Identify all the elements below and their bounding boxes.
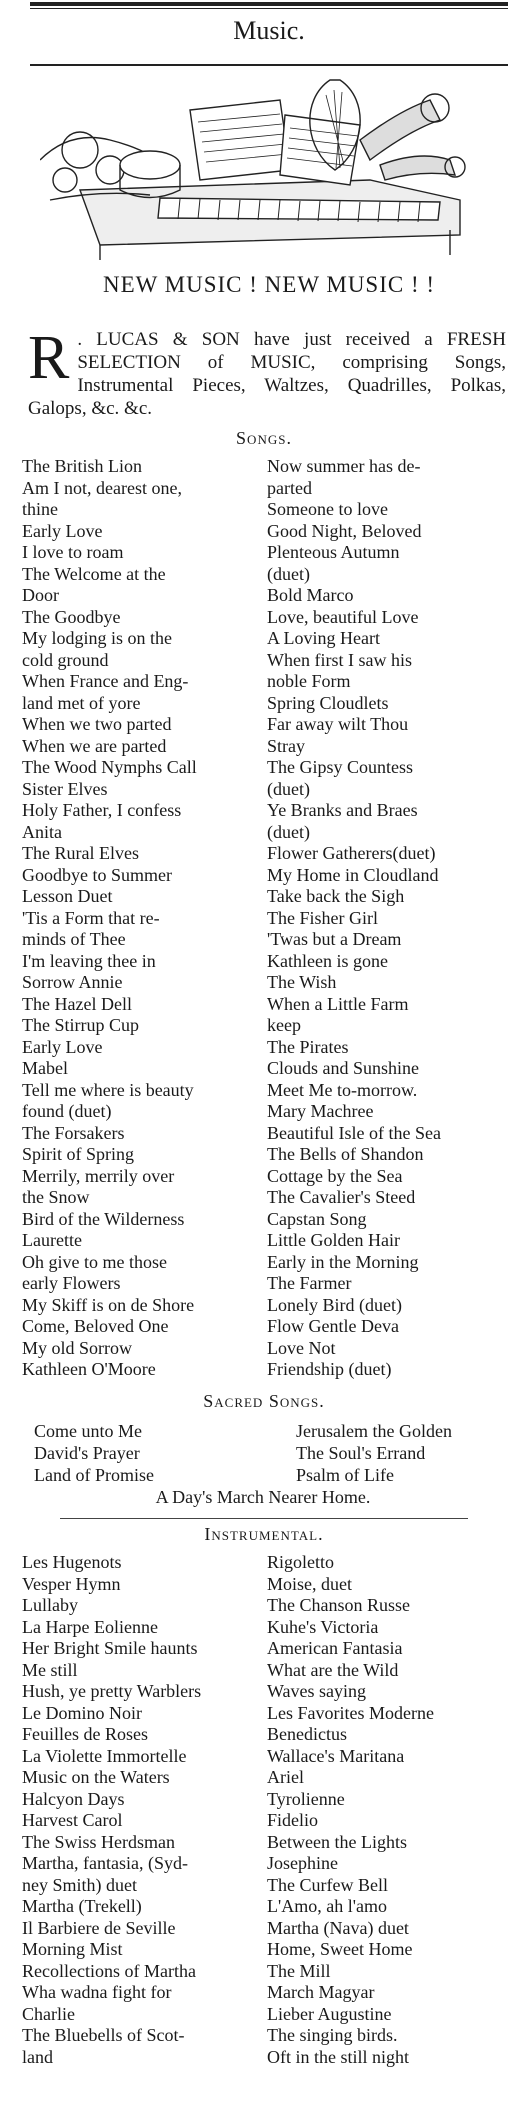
songs-item: Spirit of Spring xyxy=(22,1144,135,1164)
intro-text: . LUCAS & SON have just received a FRESH SELECTION of MUSIC, comprising Songs, Instrumental Pieces, Waltzes, Quadrilles, Polkas, Galops, &c. &c. xyxy=(28,329,506,419)
songs-item: 'Twas but a Dream xyxy=(267,929,402,949)
sacred-item: Psalm of Life xyxy=(296,1465,394,1485)
songs-item: minds of Thee xyxy=(22,929,126,949)
songs-item: Mabel xyxy=(22,1058,68,1078)
instrumental-item: Between the Lights xyxy=(267,1831,407,1852)
songs-item: Beautiful Isle of the Sea xyxy=(267,1122,441,1143)
instrumental-item: American Fantasia xyxy=(267,1638,403,1658)
songs-item: Early Love xyxy=(22,520,103,541)
songs-item: The Cavalier's Steed xyxy=(267,1187,416,1207)
instrumental-item: Vesper Hymn xyxy=(22,1573,121,1594)
instrumental-item: Les Hugenots xyxy=(22,1552,122,1572)
sacred-row xyxy=(20,1464,506,1486)
instrumental-item: Il Barbiere de Seville xyxy=(22,1917,176,1938)
sacred-item: A Day's March Nearer Home. xyxy=(155,1487,371,1507)
section-title: Music. xyxy=(233,16,305,45)
sacred-item: Jerusalem the Golden xyxy=(296,1421,452,1441)
songs-item: My old Sorrow xyxy=(22,1337,133,1358)
instrumental-item: Martha (Nava) duet xyxy=(267,1917,409,1938)
songs-item: Holy Father, I confess xyxy=(22,800,182,820)
songs-item: Early in the Morning xyxy=(267,1251,419,1272)
songs-item: Little Golden Hair xyxy=(267,1230,400,1250)
songs-item: Far away wilt Thou xyxy=(267,714,409,734)
instrumental-item: ney Smith) duet xyxy=(22,1874,137,1895)
songs-heading: Songs. xyxy=(236,428,292,448)
instrumental-item: Wallace's Maritana xyxy=(267,1745,405,1766)
songs-item: I love to roam xyxy=(22,542,124,562)
songs-item: Clouds and Sunshine xyxy=(267,1058,420,1078)
songs-item: When we two parted xyxy=(22,714,172,734)
songs-item: the Snow xyxy=(22,1187,90,1207)
songs-item: The Rural Elves xyxy=(22,843,139,863)
headline: NEW MUSIC ! NEW MUSIC ! ! xyxy=(102,272,436,297)
sacred-heading: Sacred Songs. xyxy=(203,1391,325,1411)
music-instruments-illustration xyxy=(40,70,480,266)
instrumental-item: Lieber Augustine xyxy=(267,2003,392,2024)
instrumental-item: Wha wadna fight for xyxy=(22,1982,172,2002)
songs-item: The Hazel Dell xyxy=(22,993,132,1014)
songs-item: When we are parted xyxy=(22,735,167,756)
songs-item: (duet) xyxy=(267,563,310,584)
songs-item: Good Night, Beloved xyxy=(267,520,422,541)
instrumental-item: L'Amo, ah l'amo xyxy=(267,1896,387,1916)
sacred-item: David's Prayer xyxy=(34,1443,140,1463)
songs-item: Stray xyxy=(267,735,305,756)
songs-item: 'Tis a Form that re- xyxy=(22,907,160,928)
instrumental-item: Recollections of Martha xyxy=(22,1960,196,1981)
songs-item: The Wish xyxy=(267,972,337,992)
sacred-row xyxy=(20,1420,506,1442)
songs-item: Door xyxy=(22,585,59,605)
songs-item: Early Love xyxy=(22,1036,103,1057)
songs-item: The Gipsy Countess xyxy=(267,757,413,777)
top-rule xyxy=(30,2,508,9)
songs-item: When France and Eng- xyxy=(22,671,189,691)
instrumental-item: Feuilles de Roses xyxy=(22,1724,148,1744)
songs-item: (duet) xyxy=(267,778,310,799)
instrumental-item: The Chanson Russe xyxy=(267,1595,410,1615)
instrumental-item: Moise, duet xyxy=(267,1573,352,1594)
songs-item: Ye Branks and Braes xyxy=(267,800,418,820)
songs-item: Tell me where is beauty xyxy=(22,1079,194,1100)
songs-item: When first I saw his xyxy=(267,649,412,670)
songs-item: Plenteous Autumn xyxy=(267,542,400,562)
instrumental-item: Ariel xyxy=(267,1767,304,1787)
instrumental-item: Charlie xyxy=(22,2003,75,2024)
instrumental-item: Oft in the still night xyxy=(267,2046,409,2067)
instrumental-item: Benedictus xyxy=(267,1724,347,1744)
songs-item: land met of yore xyxy=(22,692,141,713)
songs-item: found (duet) xyxy=(22,1101,112,1121)
songs-item: Take back the Sigh xyxy=(267,886,405,906)
instrumental-heading: Instrumental. xyxy=(204,1524,324,1544)
instrumental-item: Martha, fantasia, (Syd- xyxy=(22,1853,188,1873)
header-rule xyxy=(30,64,508,66)
sacred-item: Land of Promise xyxy=(34,1465,154,1485)
songs-item: Goodbye to Summer xyxy=(22,864,172,885)
songs-item: My Home in Cloudland xyxy=(267,864,439,885)
songs-item: Oh give to me those xyxy=(22,1251,167,1272)
songs-item: noble Form xyxy=(267,671,351,691)
songs-list xyxy=(22,456,506,1381)
songs-item: Sister Elves xyxy=(22,778,108,799)
instrumental-item: land xyxy=(22,2046,53,2067)
songs-item: Someone to love xyxy=(267,499,388,519)
instrumental-item: Rigoletto xyxy=(267,1552,334,1572)
songs-item: Sorrow Annie xyxy=(22,972,123,992)
songs-item: cold ground xyxy=(22,649,109,670)
songs-item: (duet) xyxy=(267,821,310,842)
instrumental-item: The Mill xyxy=(267,1960,331,1981)
instrumental-item: La Harpe Eolienne xyxy=(22,1616,158,1637)
songs-item: Friendship (duet) xyxy=(267,1359,392,1379)
songs-item: Flower Gatherers(duet) xyxy=(267,843,436,863)
songs-item: When a Little Farm xyxy=(267,993,409,1014)
songs-item: Merrily, merrily over xyxy=(22,1165,175,1186)
songs-item: Lonely Bird (duet) xyxy=(267,1294,402,1315)
songs-item: The Farmer xyxy=(267,1273,352,1293)
songs-item: My lodging is on the xyxy=(22,628,173,648)
songs-item: Laurette xyxy=(22,1230,82,1250)
intro-paragraph xyxy=(28,324,506,420)
songs-item: The Forsakers xyxy=(22,1122,125,1143)
instrumental-item: Fidelio xyxy=(267,1810,319,1830)
songs-item: parted xyxy=(267,477,312,498)
songs-item: The Pirates xyxy=(267,1036,349,1057)
instrumental-item: March Magyar xyxy=(267,1982,375,2002)
songs-item: Meet Me to-morrow. xyxy=(267,1079,418,1100)
instrumental-item: The Curfew Bell xyxy=(267,1874,388,1895)
instrumental-item: Me still xyxy=(22,1659,78,1680)
sacred-item: The Soul's Errand xyxy=(296,1443,426,1463)
instrumental-list xyxy=(22,1552,506,2068)
songs-item: The Welcome at the xyxy=(22,563,166,584)
songs-item: Now summer has de- xyxy=(267,456,421,476)
instrumental-item: Hush, ye pretty Warblers xyxy=(22,1681,202,1701)
songs-item: A Loving Heart xyxy=(267,628,380,648)
instrumental-item: The Bluebells of Scot- xyxy=(22,2025,185,2045)
songs-item: thine xyxy=(22,499,58,519)
songs-item: The Bells of Shandon xyxy=(267,1144,424,1164)
songs-item: The Fisher Girl xyxy=(267,907,378,928)
instrumental-item: Kuhe's Victoria xyxy=(267,1616,379,1637)
songs-item: Come, Beloved One xyxy=(22,1316,169,1336)
sacred-item: Come unto Me xyxy=(34,1421,142,1441)
songs-item: Lesson Duet xyxy=(22,886,113,906)
instrumental-item: Les Favorites Moderne xyxy=(267,1702,434,1723)
instrumental-item: Home, Sweet Home xyxy=(267,1939,413,1959)
songs-item: My Skiff is on de Shore xyxy=(22,1294,195,1315)
instrumental-item: Josephine xyxy=(267,1853,338,1873)
songs-item: Mary Machree xyxy=(267,1101,374,1121)
songs-item: Bold Marco xyxy=(267,585,354,605)
divider xyxy=(60,1518,468,1519)
instrumental-item: The singing birds. xyxy=(267,2025,398,2045)
songs-item: Bird of the Wilderness xyxy=(22,1208,185,1229)
instrumental-item: La Violette Immortelle xyxy=(22,1745,187,1766)
instrumental-item: Her Bright Smile haunts xyxy=(22,1638,198,1658)
songs-item: The Stirrup Cup xyxy=(22,1015,139,1035)
instrumental-item: Halcyon Days xyxy=(22,1788,125,1809)
songs-item: Kathleen O'Moore xyxy=(22,1359,156,1379)
songs-item: early Flowers xyxy=(22,1273,121,1293)
instrumental-item: What are the Wild xyxy=(267,1659,399,1680)
songs-item: The Wood Nymphs Call xyxy=(22,757,197,777)
songs-item: Love Not xyxy=(267,1337,336,1358)
songs-item: I'm leaving thee in xyxy=(22,950,156,971)
songs-item: keep xyxy=(267,1015,301,1035)
songs-item: Love, beautiful Love xyxy=(267,606,419,627)
instrumental-item: Harvest Carol xyxy=(22,1810,123,1830)
songs-item: Spring Cloudlets xyxy=(267,692,389,713)
songs-item: The British Lion xyxy=(22,456,142,476)
instrumental-item: Waves saying xyxy=(267,1681,367,1701)
instrumental-item: Martha (Trekell) xyxy=(22,1896,142,1916)
songs-item: Capstan Song xyxy=(267,1208,367,1229)
instrumental-item: Lullaby xyxy=(22,1595,78,1615)
songs-item: Kathleen is gone xyxy=(267,950,388,971)
songs-item: The Goodbye xyxy=(22,606,121,627)
sacred-list xyxy=(20,1420,506,1508)
songs-item: Flow Gentle Deva xyxy=(267,1316,399,1336)
instrumental-item: Tyrolienne xyxy=(267,1788,345,1809)
sacred-row xyxy=(20,1442,506,1464)
instrumental-item: Le Domino Noir xyxy=(22,1702,142,1723)
instrumental-item: The Swiss Herdsman xyxy=(22,1831,175,1852)
instrumental-item: Morning Mist xyxy=(22,1939,123,1959)
songs-item: Am I not, dearest one, xyxy=(22,477,182,498)
songs-item: Cottage by the Sea xyxy=(267,1165,403,1186)
instrumental-item: Music on the Waters xyxy=(22,1767,170,1787)
drop-cap: R xyxy=(28,324,70,392)
songs-item: Anita xyxy=(22,821,62,842)
